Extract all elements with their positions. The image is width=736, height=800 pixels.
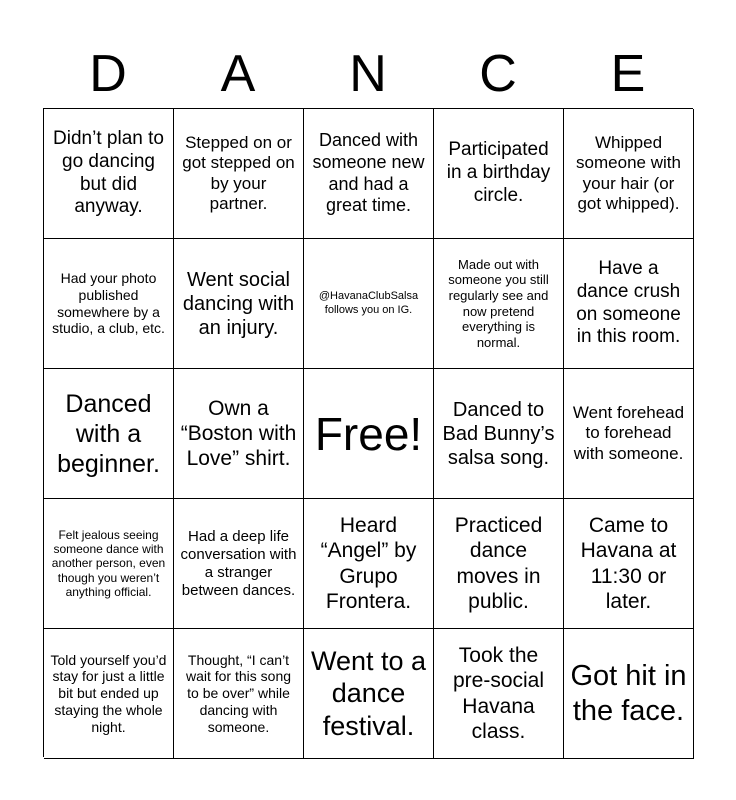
- bingo-cell[interactable]: [434, 499, 564, 629]
- bingo-cell-text: Went forehead to forehead with someone.: [572, 402, 685, 463]
- bingo-cell-text: Came to Havana at 11:30 or later.: [580, 514, 677, 613]
- bingo-cell-text: Practiced dance moves in public.: [454, 514, 543, 613]
- bingo-cell[interactable]: [174, 629, 304, 759]
- bingo-cell[interactable]: [44, 499, 174, 629]
- bingo-cell[interactable]: [564, 239, 694, 369]
- bingo-cell-text: Went social dancing with an injury.: [182, 268, 295, 339]
- bingo-cell[interactable]: [564, 499, 694, 629]
- bingo-cell[interactable]: [434, 109, 564, 239]
- header-letter-e: E: [610, 45, 646, 103]
- header-letter-d: D: [89, 45, 127, 103]
- bingo-cell[interactable]: [564, 369, 694, 499]
- bingo-cell-text: Danced with someone new and had a great time.: [312, 130, 425, 216]
- header-letter-c: C: [479, 45, 517, 103]
- free-space-cell[interactable]: [304, 369, 434, 499]
- bingo-cell-text: Took the pre-social Havana class.: [452, 644, 545, 743]
- bingo-cell-text: Felt jealous seeing someone dance with another person, even though you weren’t anything official.: [51, 527, 166, 600]
- bingo-cell[interactable]: [174, 239, 304, 369]
- bingo-cell[interactable]: [304, 629, 434, 759]
- bingo-cell[interactable]: [44, 109, 174, 239]
- bingo-cell[interactable]: [304, 239, 434, 369]
- bingo-cell[interactable]: [44, 629, 174, 759]
- bingo-cell-text: Danced with a beginner.: [57, 389, 160, 478]
- bingo-cell-text: Participated in a birthday circle.: [446, 139, 551, 206]
- bingo-cell[interactable]: [304, 499, 434, 629]
- bingo-cell[interactable]: [564, 629, 694, 759]
- header-letter-a: A: [220, 45, 256, 103]
- bingo-cell[interactable]: [44, 369, 174, 499]
- header-letter-n: N: [349, 45, 387, 103]
- bingo-cell-text: Had your photo published somewhere by a studio, a club, etc.: [52, 269, 165, 337]
- bingo-cell-text: Made out with someone you still regularly see and now pretend everything is normal.: [448, 256, 549, 350]
- bingo-grid: [43, 108, 693, 757]
- bingo-cell-text: Got hit in the face.: [570, 659, 687, 727]
- bingo-cell-text: Thought, “I can’t wait for this song to be over” while dancing with someone.: [185, 651, 292, 735]
- bingo-cell-text: Have a dance crush on someone in this room.: [576, 257, 681, 348]
- bingo-cell-text: Didn’t plan to go dancing but did anyway.: [53, 127, 164, 218]
- bingo-cell[interactable]: [174, 499, 304, 629]
- bingo-cell[interactable]: [304, 109, 434, 239]
- bingo-cell-text: Had a deep life conversation with a stranger between dances.: [180, 527, 297, 599]
- bingo-cell[interactable]: [174, 369, 304, 499]
- bingo-cell-text: Told yourself you’d stay for just a little bit but ended up staying the whole night.: [50, 651, 167, 735]
- bingo-cell[interactable]: [564, 109, 694, 239]
- free-space-text: Free!: [314, 407, 423, 460]
- bingo-cell[interactable]: [44, 239, 174, 369]
- bingo-cell[interactable]: [434, 369, 564, 499]
- bingo-cell-text: Went to a dance festival.: [310, 645, 427, 741]
- bingo-cell-text: Own a “Boston with Love” shirt.: [180, 396, 297, 471]
- bingo-cell[interactable]: [434, 239, 564, 369]
- bingo-cell-text: Heard “Angel” by Grupo Frontera.: [320, 514, 417, 613]
- bingo-cell[interactable]: [174, 109, 304, 239]
- bingo-header: [43, 40, 693, 108]
- bingo-cell-text: Whipped someone with your hair (or got whipped).: [576, 132, 681, 213]
- bingo-cell-text: Danced to Bad Bunny’s salsa song.: [442, 398, 555, 469]
- bingo-cell[interactable]: [434, 629, 564, 759]
- bingo-cell-text: Stepped on or got stepped on by your partner.: [182, 132, 295, 213]
- bingo-cell-text: @HavanaClubSalsa follows you on IG.: [318, 290, 419, 316]
